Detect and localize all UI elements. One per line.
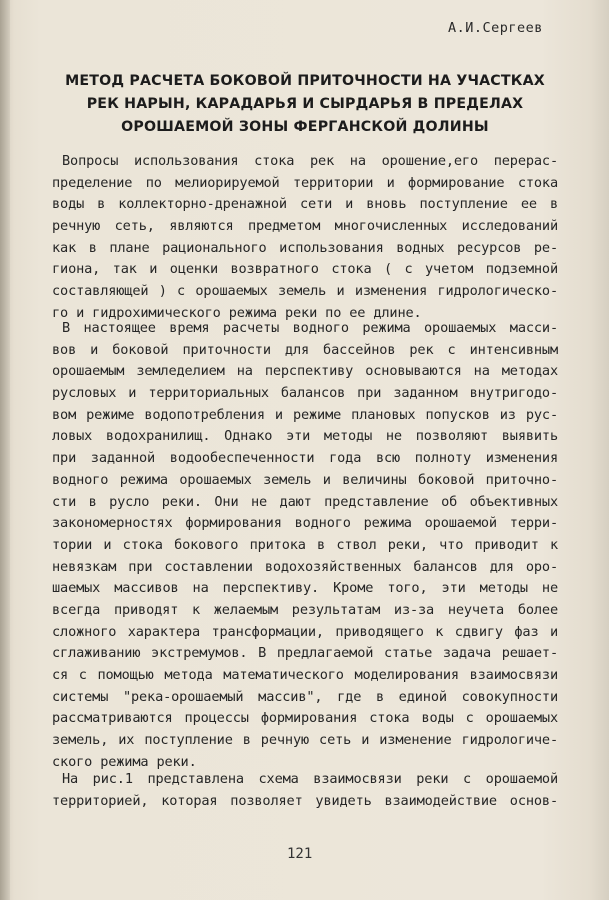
text-line: вов и боковой приточности для бассейнов рек с интенсивным	[52, 341, 558, 358]
text-line: водного режима орошаемых земель и величины боковой приточно-	[52, 471, 558, 488]
paragraph-1	[52, 151, 558, 325]
text-line: шаемых массивов на перспективу. Кроме того, эти методы не	[52, 580, 558, 597]
paragraph-3	[52, 769, 558, 812]
text-line: ского режима реки.	[52, 753, 197, 770]
text-line: территорией, которая позволяет увидеть взаимодействие основ-	[52, 792, 558, 809]
text-line: пределение по мелиорируемой территории и формирование стока	[52, 174, 558, 191]
text-line: рассматриваются процессы формирования стока воды с орошаемых	[52, 710, 558, 727]
author-name: А.И.Сергеев	[448, 20, 543, 36]
text-line: го и гидрохимического режима реки по ее длине.	[52, 304, 422, 321]
text-line: Вопросы использования стока рек на орошение,его перерас-	[62, 153, 558, 169]
text-line: вом режиме водопотребления и режиме плановых попусков из рус-	[52, 406, 558, 423]
text-line: сглаживанию экстремумов. В предлагаемой статье задача решает-	[52, 645, 558, 662]
title-line: ОРОШАЕМОЙ ЗОНЫ ФЕРГАНСКОЙ ДОЛИНЫ	[121, 119, 489, 135]
paragraph-2	[52, 318, 558, 773]
text-line: как в плане рационального использования водных ресурсов ре-	[52, 239, 558, 256]
text-line: земель, их поступление в речную сеть и изменение гидрологиче-	[52, 732, 558, 749]
text-line: невязкам при составлении водохозяйственных балансов для оро-	[52, 558, 558, 575]
title-line: МЕТОД РАСЧЕТА БОКОВОЙ ПРИТОЧНОСТИ НА УЧАСТКАХ	[65, 73, 545, 89]
text-line: системы "река-орошаемый массив", где в единой совокупности	[52, 688, 558, 705]
page-number: 121	[287, 846, 313, 862]
text-line: ся с помощью метода математического моделирования взаимосвязи	[52, 667, 558, 683]
text-line: русловых и территориальных балансов при заданном внутригодо-	[52, 385, 558, 402]
text-line: воды в коллекторно-дренажной сети и вновь поступление ее в	[52, 196, 558, 213]
text-line: орошаемым земледелием на перспективу основываются на методах	[52, 363, 558, 380]
text-line: ловых водохранилищ. Однако эти методы не позволяют выявить	[52, 428, 558, 445]
text-line: тории и стока бокового притока в ствол реки, что приводит к	[52, 536, 558, 553]
text-line: при заданной водообеспеченности года всю полноту изменения	[52, 450, 558, 467]
text-line: На рис.1 представлена схема взаимосвязи реки с орошаемой	[62, 771, 558, 787]
text-line: сти в русло реки. Они не дают представление об объективных	[52, 493, 558, 510]
article-title	[50, 70, 560, 139]
text-line: составляющей ) с орошаемых земель и изменения гидрологическо-	[52, 283, 558, 300]
text-line: сложного характера трансформации, приводящего к сдвигу фаз и	[52, 623, 558, 640]
text-line: гиона, так и оценки возвратного стока ( с учетом подземной	[52, 261, 558, 278]
text-line: В настоящее время расчеты водного режима орошаемых масси-	[62, 320, 558, 336]
page-binding-shadow	[0, 0, 10, 900]
text-line: закономерностях формирования водного режима орошаемой терри-	[52, 515, 558, 532]
text-line: речную сеть, являются предметом многочисленных исследований	[52, 218, 558, 235]
title-line: РЕК НАРЫН, КАРАДАРЬЯ И СЫРДАРЬЯ В ПРЕДЕЛАХ	[86, 96, 524, 112]
text-line: всегда приводят к желаемым результатам из-за неучета более	[52, 601, 558, 618]
